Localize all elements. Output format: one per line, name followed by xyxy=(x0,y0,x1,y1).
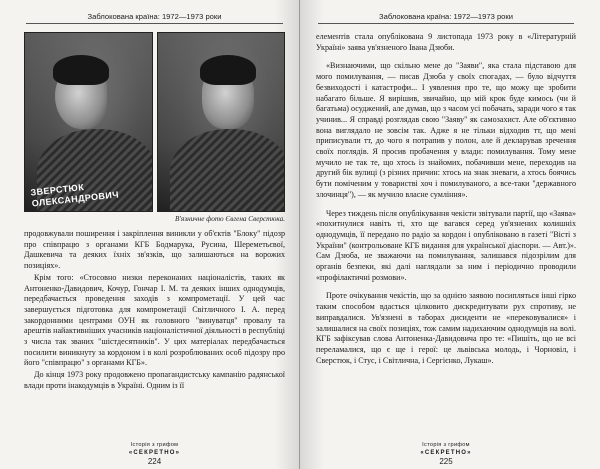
page-number: 225 xyxy=(439,457,453,466)
paragraph: Через тиждень після опублікування чекісти звітували партії, що «Заява» «похитнулися навіть ті, хто ще вагався серед ув'язнених колишніх однодумців, її передано по радіо за кордон і опубліковано в газеті "Вісті з України" (контрольоване КГБ видання для української діаспори. — Авт.)». Сам Дзюба, не зважаючи на помилування, залишався підозрілим для органів безпеки, які далі наглядали за ним і періодично проводили «профілактичні розмови». xyxy=(316,208,576,282)
frontal-photo xyxy=(157,32,286,212)
photo-caption: В'язничне фото Євгена Сверстюка. xyxy=(175,215,285,223)
profile-photo xyxy=(24,32,153,212)
paragraph: продовжували поширення і закріплення виникли у об'єктів "Блоку" підозр про співпрацю з органами КГБ Бодмарука, Русина, Шереметьєвої, Дашкевича та деяких їхніх зв'язків, що залишаються на ворожих позиціях». xyxy=(24,229,285,271)
prison-photos xyxy=(24,32,285,212)
running-head: Заблокована країна: 1972—1973 роки xyxy=(26,12,283,24)
paragraph: елементів стала опублікована 9 листопада 1973 року в «Літературній Україні» заява ув'язненого Івана Дзюби. xyxy=(316,32,576,52)
page-number: 224 xyxy=(147,457,162,466)
series-title: Історія з грифом xyxy=(422,442,470,448)
photo-sign: ЗВЕРСТЮК ОЛЕКСАНДРОВИЧ xyxy=(30,182,120,209)
page-footer xyxy=(316,442,576,466)
paragraph: До кінця 1973 року продовжено пропагандистську кампанію радянської влади проти інакодумців в Україні. Одним із її xyxy=(24,370,285,390)
series-brand: «СЕКРЕТНО» xyxy=(128,450,181,456)
paragraph: Проте очікування чекістів, що за однією заявою посипляться інші гірко таким способом вдасться цілковито дискредитувати рух спротиву, не виправдалися. Ув'язнені в таборах дисиденти не «перековувалися» і залишалися на своїх позиціях, тож самим надихаючим однодумців на волі. КГБ зафіксував слова Антоненка-Давидовича про те: «Пишіть, що не всі переламалися, що є ще і герої: це львівська молодь, і Чорновіл, і Сверстюк, і Стус, і Світлична, і Сергієнко, Лукаш». xyxy=(316,291,576,365)
running-head: Заблокована країна: 1972—1973 роки xyxy=(318,12,574,24)
paragraph: Крім того: «Стосовно низки переконаних націоналістів, таких як Антоненко-Давидович, Кочур, Гончар І. М. та деяких інших однодумців, передбачається проведення заходів з компрометації. У цей час завершується підготовка для компрометації Світличного І. А. перед закордонними центрами ОУН як головного "винуватця" провалу та арештів найактивніших учасників націоналістичної діяльності в республіці з числа так званих "шістдесятників". У цих матеріалах передбачається посилити виникнуту за кордоном і в колі розроблюваних особ підозру про його "співпрацю" з органами КГБ». xyxy=(24,272,285,368)
series-title: Історія з грифом xyxy=(130,442,179,448)
page-footer xyxy=(24,442,285,466)
paragraph: «Визнаючими, що скільно мене до "Заяви", яка стала підставою для мого помилування, — писав Дзюба у своїх спогадах, — було відчуття безвиходості і катастрофи... І уявлення про те, що можу ще зробити набагато більше. Я вирішив, звичайно, що мій крок буде кимось (чи й багатьма) осуджений, але думав, що з часом усі побачать, заради чого я так учинив... Я справді розглядав свою "Заяву" як самозахист. Але об'єктивно вона виглядало не зовсім так. Адже я не тільки відходив тт, що мені приписували тт, до чого я потрапив у полон, але й декларував зречення своїх поглядів. Я просив пробачення у влади: помилування. Тому мене мучило не так те, що хтось із знайомих, побачивши мене, переходив на другий бік вулиці (з різних причин: хтось на знак зневаги, а хтось боячись бути поміченим у товаристві хоч і помилуваного, а все-таки "державного злочинця"), — як мучило власне сумління». xyxy=(316,61,576,199)
right-page xyxy=(300,0,600,469)
series-brand: «СЕКРЕТНО» xyxy=(420,450,472,456)
